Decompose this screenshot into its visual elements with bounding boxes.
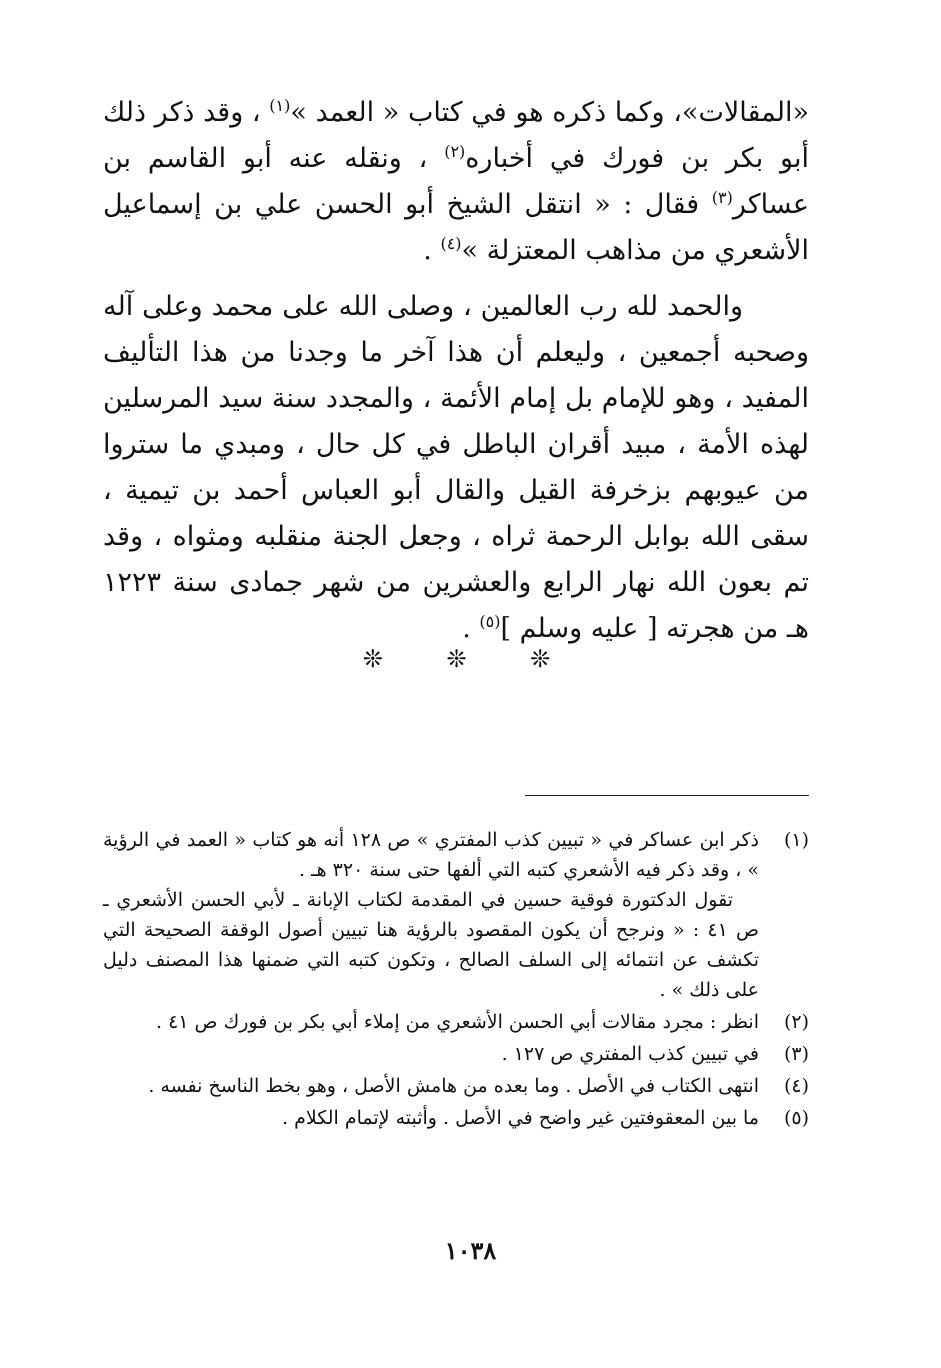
footnote-5 [103,1103,809,1133]
p2-text-b: . [462,613,480,644]
main-text [103,90,809,652]
footnotes [103,825,809,1135]
footnote-text: انتهى الكتاب في الأصل . وما بعده من هامش الأصل ، وهو بخط الناسخ نفسه . [148,1075,759,1097]
paragraph-2 [103,284,809,652]
footnote-divider [525,795,809,796]
p1-text-e: . [423,235,441,266]
footnote-number: (٤) [783,1075,809,1097]
footnote-body [103,1103,759,1133]
p2-text-a: والحمد لله رب العالمين ، وصلى الله على محمد وعلى آله وصحبه أجمعين ، وليعلم أن هذا آخر ما وجدنا من هذا التأليف المفيد ، وهو للإمام بل إمام الأئمة ، والمجدد سنة سيد المرسلين لهذه الأمة ، مبيد أقران الباطل في كل حال ، ومبدي ما ستروا من عيوبهم بزخرفة القيل والقال أبو العباس أحمد بن تيمية ، سقى الله بوابل الرحمة ثراه ، وجعل الجنة منقلبه ومثواه ، وقد تم بعون الله نهار الرابع والعشرين من شهر جمادى سنة ١٢٢٣ هـ من هجرته [ عليه وسلم ] [103,291,809,644]
section-separator: ❊ ❊ ❊ [362,645,579,673]
footnote-ref-2[interactable]: (٢) [444,142,466,161]
footnote-number: (٥) [783,1107,809,1129]
paragraph-1 [103,90,809,274]
footnote-body [103,1039,759,1069]
footnote-2 [103,1007,809,1037]
footnote-text: تقول الدكتورة فوقية حسين في المقدمة لكتاب الإبانة ـ لأبي الحسن الأشعري ـ ص ٤١ : « ونرجح أن يكون المقصود بالرؤية هنا تبيين أصول الوقفة الصحيحة التي تكشف عن انتمائه إلى السلف الصالح ، وتكون كتبه التي ضمنها هذا المصنف دليل على ذلك » . [103,889,759,1001]
footnote-4 [103,1071,809,1101]
footnote-number: (٢) [783,1011,809,1033]
p1-text-b: ، وقد ذكر ذلك أبو بكر بن فورك في أخباره [103,97,810,174]
footnote-text: في تبيين كذب المفتري ص ١٢٧ . [501,1043,759,1065]
footnote-ref-5[interactable]: (٥) [479,612,501,631]
p1-text-a: «المقالات»، وكما ذكره هو في كتاب « العمد » [290,97,809,128]
footnote-number: (١) [783,829,809,851]
footnote-ref-1[interactable]: (١) [269,96,291,115]
footnote-text: انظر : مجرد مقالات أبي الحسن الأشعري من إملاء أبي بكر بن فورك ص ٤١ . [156,1011,759,1033]
footnote-body [103,825,759,1005]
page-number: ١٠٣٨ [444,1236,497,1265]
footnote-text: ذكر ابن عساكر في « تبيين كذب المفتري » ص ١٢٨ أنه هو كتاب « العمد في الرؤية » ، وقد ذكر فيه الأشعري كتبه التي ألفها حتى سنة ٣٢٠ هـ . [103,829,759,881]
footnote-number: (٣) [783,1043,809,1065]
p1-text-d: فقال : « انتقل الشيخ أبو الحسن علي بن إسماعيل الأشعري من مذاهب المعتزلة » [103,189,809,266]
footnote-ref-3[interactable]: (٣) [711,188,733,207]
footnote-text: ما بين المعقوفتين غير واضح في الأصل . وأثبته لإتمام الكلام . [282,1107,759,1129]
footnote-body [103,1071,759,1101]
footnote-ref-4[interactable]: (٤) [440,234,462,253]
footnote-3 [103,1039,809,1069]
footnote-body [103,1007,759,1037]
footnote-1 [103,825,809,1005]
p1-text-c: ، ونقله عنه أبو القاسم بن عساكر [103,143,809,220]
